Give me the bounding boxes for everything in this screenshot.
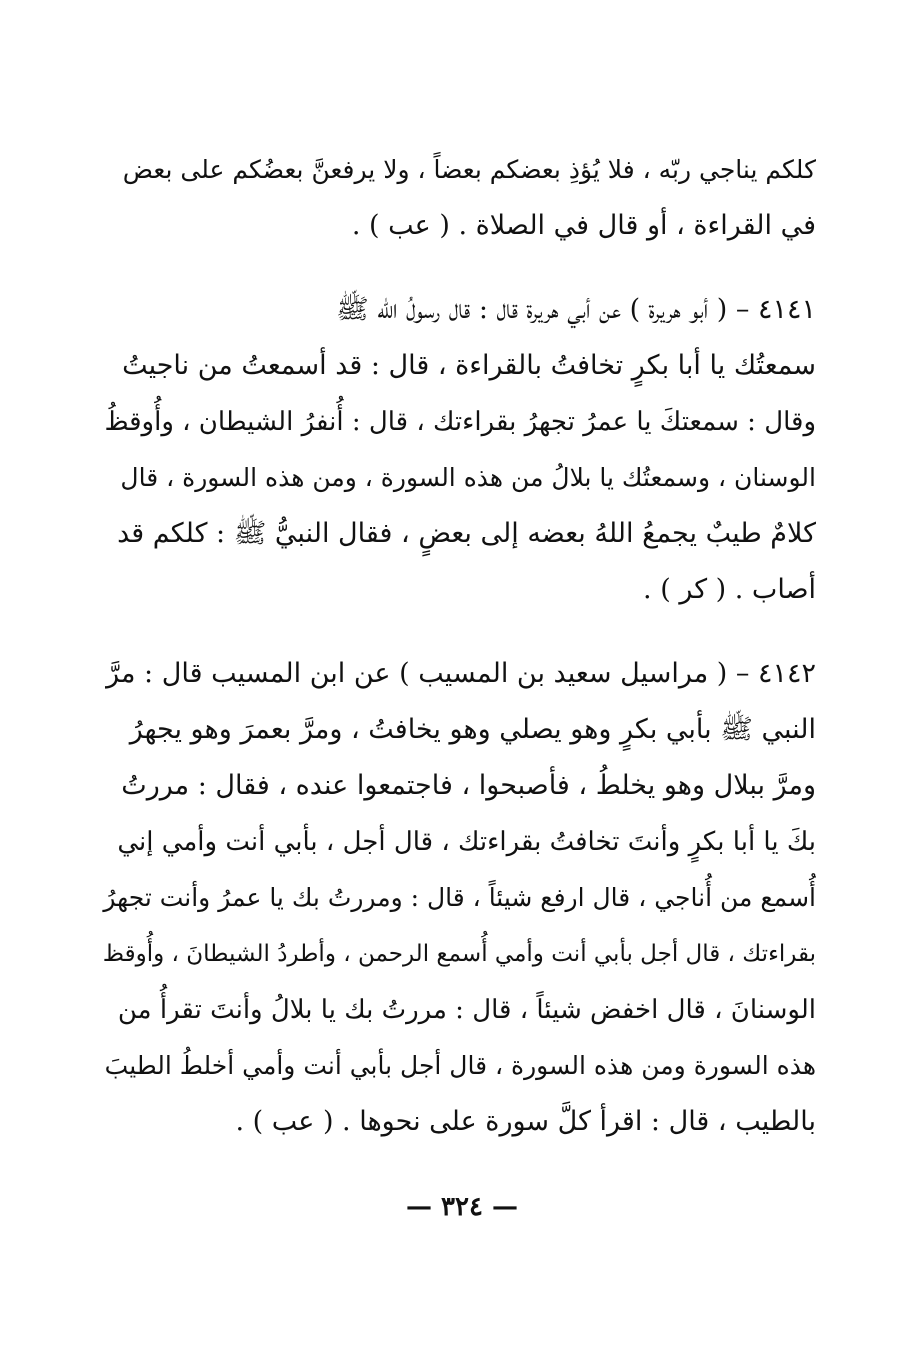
text-line: ٤١٤١ – ( أبو هريرة ) عن أبي هريرة قال : قال رسولُ الله ﷺ [336, 294, 816, 325]
text-line: الوسنانَ ، قال اخفض شيئاً ، قال : مررتُ بك يا بلالُ وأنتَ تقرأُ من [117, 995, 816, 1025]
text-line: بكَ يا أبا بكرٍ وأنتَ تخافتُ بقراءتك ، قال أجل ، بأبي أنت وأمي إني [117, 827, 816, 857]
text-line: بالطيب ، قال : اقرأ كلَّ سورة على نحوها . ( عب ) . [235, 1106, 816, 1137]
text-line: الوسنان ، وسمعتُك يا بلالُ من هذه السورة ، ومن هذه السورة ، قال [120, 463, 816, 492]
page-number: — ٣٢٤ — [405, 1192, 519, 1222]
text-line: النبي ﷺ بأبي بكرٍ وهو يصلي وهو يخافتُ ، ومرَّ بعمرَ وهو يجهرُ [129, 714, 816, 745]
paragraph-continuation [98, 142, 816, 254]
hadith-4141 [98, 282, 816, 618]
text-line: ٤١٤٢ – ( مراسيل سعيد بن المسيب ) عن ابن المسيب قال : مرَّ [106, 658, 816, 689]
text-line: أُسمع من أُناجي ، قال ارفع شيئاً ، قال : ومررتُ بك يا عمرُ وأنت تجهرُ [103, 883, 816, 912]
text-line: أصاب . ( كر ) . [643, 574, 816, 605]
text-line: في القراءة ، أو قال في الصلاة . ( عب ) . [351, 210, 816, 241]
text-line: وقال : سمعتكَ يا عمرُ تجهرُ بقراءتك ، قال : أُنفرُ الشيطان ، وأُوقظُ [104, 407, 816, 437]
hadith-4142 [98, 646, 816, 1150]
text-line: سمعتُك يا أبا بكرٍ تخافتُ بالقراءة ، قال : قد أسمعتُ من ناجيتُ [122, 350, 816, 381]
text-line: ومرَّ ببلال وهو يخلطُ ، فأصبحوا ، فاجتمعوا عنده ، فقال : مررتُ [121, 770, 816, 801]
text-line: كلامٌ طيبٌ يجمعُ اللهُ بعضه إلى بعضٍ ، فقال النبيُّ ﷺ : كلكم قد [117, 518, 816, 549]
text-line: بقراءتك ، قال أجل بأبي أنت وأمي أُسمع الرحمن ، وأطردُ الشيطانَ ، وأُوقظ [102, 941, 816, 967]
text-line: هذه السورة ومن هذه السورة ، قال أجل بأبي أنت وأمي أخلطُ الطيبَ [104, 1051, 816, 1080]
text-line: كلكم يناجي ربّه ، فلا يُؤذِ بعضكم بعضاً ، ولا يرفعنَّ بعضُكم على بعض [122, 155, 816, 184]
